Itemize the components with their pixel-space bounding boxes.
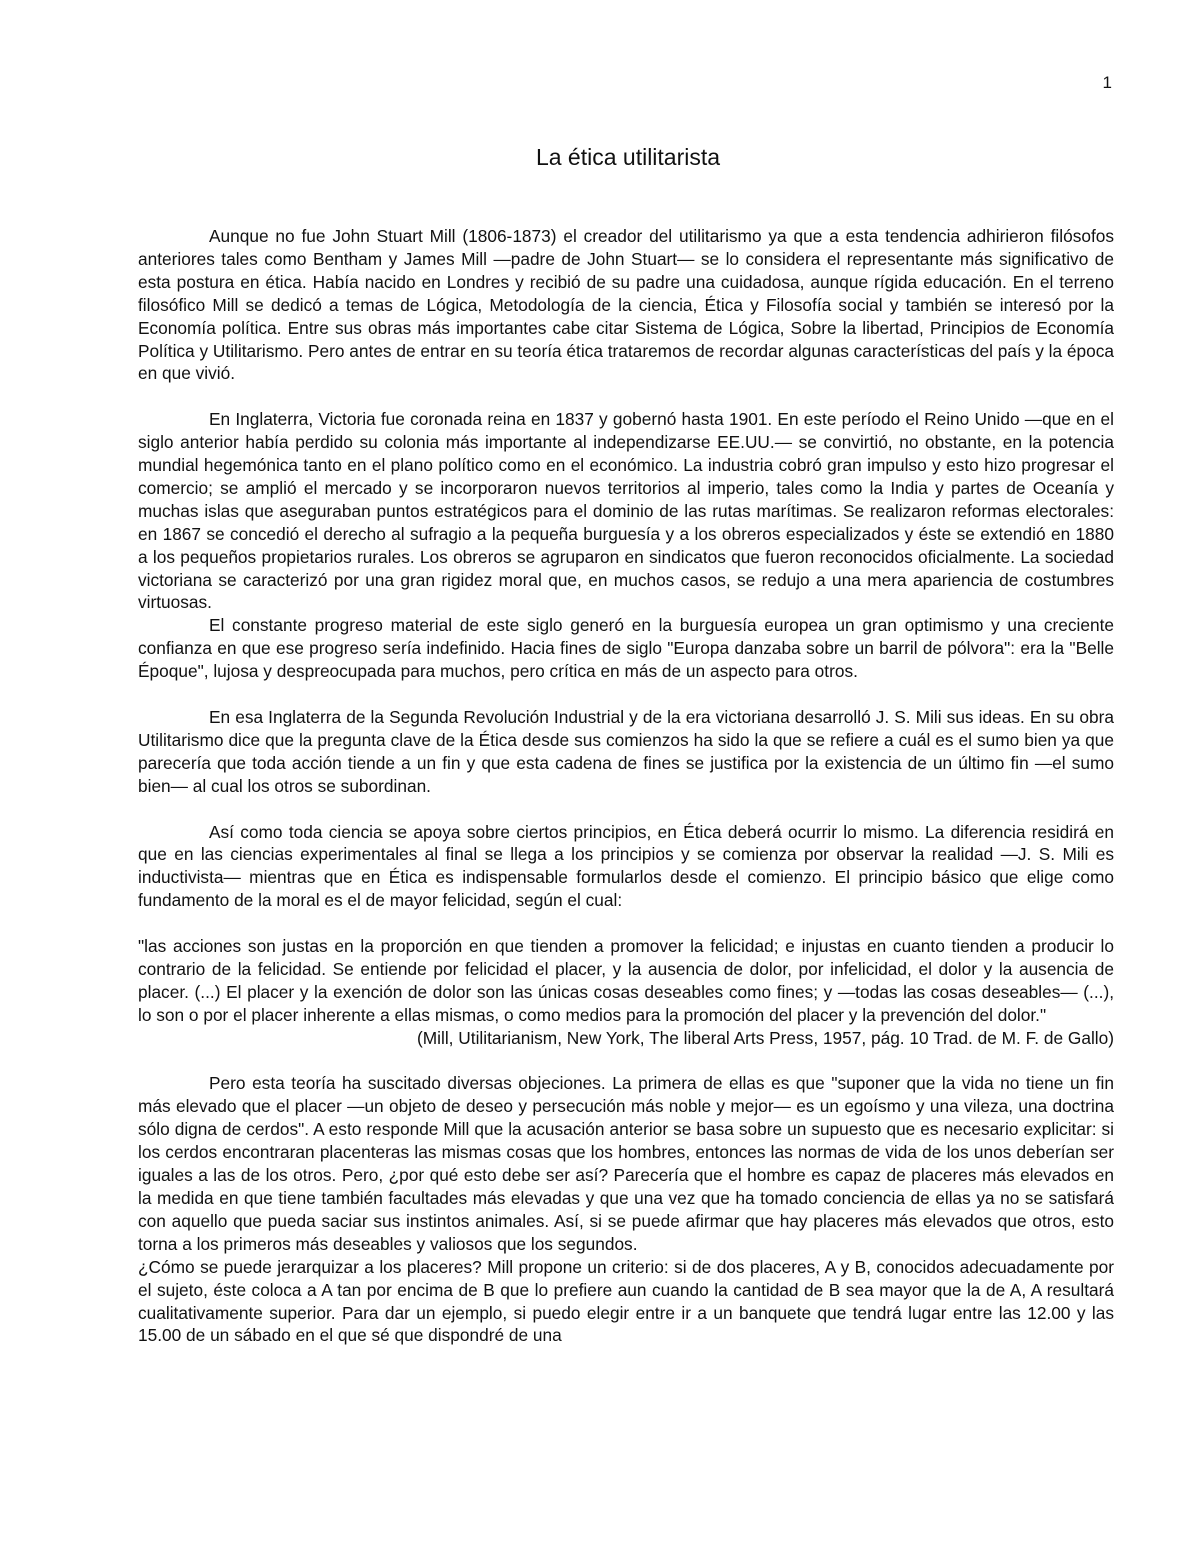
paragraph-victorian-england: En Inglaterra, Victoria fue coronada reina en 1837 y gobernó hasta 1901. En este período el Reino Unido —que en el siglo anterior había perdido su colonia más importante al independizarse EE.UU.— se convirtió, no obstante, en la potencia mundial hegemónica tanto en el plano político como en el económico. La industria cobró gran impulso y esto hizo progresar el comercio; se amplió el mercado y se incorporaron nuevos territorios al imperio, tales como la India y partes de Oceanía y muchas islas que aseguraban puntos estratégicos para el dominio de las rutas marítimas. Se realizaron reformas electorales: en 1867 se concedió el derecho al sufragio a la pequeña burguesía y a los obreros especializados y éste se extendió en 1880 a los pequeños propietarios rurales. Los obreros se agruparon en sindicatos que fueron reconocidos oficialmente. La sociedad victoriana se caracterizó por una gran rigidez moral que, en muchos casos, se redujo a una mera apariencia de costumbres virtuosas. xyxy=(138,409,1114,613)
paragraph-intro: Aunque no fue John Stuart Mill (1806-1873) el creador del utilitarismo ya que a esta tendencia adhirieron filósofos anteriores tales como Bentham y James Mill —padre de John Stuart— se lo considera el representante más significativo de esta postura en ética. Había nacido en Londres y recibió de su padre una cuidadosa, aunque rígida educación. En el terreno filosófico Mill se dedicó a temas de Lógica, Metodología de la ciencia, Ética y Filosofía social y también se interesó por la Economía política. Entre sus obras más importantes cabe citar Sistema de Lógica, Sobre la libertad, Principios de Economía Política y Utilitarismo. Pero antes de entrar en su teoría ética trataremos de recordar algunas características del país y la época en que vivió. xyxy=(138,226,1114,384)
document-body xyxy=(138,225,1114,1347)
paragraph-progress: El constante progreso material de este siglo generó en la burguesía europea un gran optimismo y una creciente confianza en que ese progreso sería indefinido. Hacia fines de siglo "Europa danzaba sobre un barril de pólvora": era la "Belle Époque", lujosa y despreocupada para muchos, pero crítica en más de un aspecto para otros. xyxy=(138,615,1114,682)
quote-block: "las acciones son justas en la proporción en que tienden a promover la felicidad; e injustas en cuanto tienden a producir lo contrario de la felicidad. Se entiende por felicidad el placer, y la ausencia de dolor, por infelicidad, el dolor y la ausencia de placer. (...) El placer y la exención de dolor son las únicas cosas deseables como fines; y —todas las cosas deseables— (...), lo son o por el placer inherente a ellas mismas, o como medios para la promoción del placer y la prevención del dolor." xyxy=(138,936,1114,1025)
quote-citation: (Mill, Utilitarianism, New York, The liberal Arts Press, 1957, pág. 10 Trad. de M. F. de Gallo) xyxy=(417,1027,1114,1048)
paragraph-supreme-good: En esa Inglaterra de la Segunda Revolución Industrial y de la era victoriana desarrolló J. S. Mili sus ideas. En su obra Utilitarismo dice que la pregunta clave de la Ética desde sus comienzos ha sido la que se refiere a cuál es el sumo bien ya que parecería que toda acción tiende a un fin y que esta cadena de fines se justifica por la existencia de un último fin —el sumo bien— al cual los otros se subordinan. xyxy=(138,707,1114,796)
paragraph-hierarchy: ¿Cómo se puede jerarquizar a los placeres? Mill propone un criterio: si de dos placeres, A y B, conocidos adecuadamente por el sujeto, éste coloca a A tan por encima de B que lo prefiere aun cuando la cantidad de B sea mayor que la de A, A resultará cualitativamente superior. Para dar un ejemplo, si puedo elegir entre ir a un banquete que tendrá lugar entre las 12.00 y las 15.00 de un sábado en el que sé que dispondré de una xyxy=(138,1256,1114,1346)
paragraph-principles: Así como toda ciencia se apoya sobre ciertos principios, en Ética deberá ocurrir lo mismo. La diferencia residirá en que en las ciencias experimentales al final se llega a los principios y se comienza por observar la realidad —J. S. Mili es inductivista— mientras que en Ética es indispensable formularlos desde el comienzo. El principio básico que elige como fundamento de la moral es el de mayor felicidad, según el cual: xyxy=(138,821,1114,911)
paragraph-objections: Pero esta teoría ha suscitado diversas objeciones. La primera de ellas es que "suponer que la vida no tiene un fin más elevado que el placer —un objeto de deseo y persecución más noble y mejor— es un egoísmo y una vileza, una doctrina sólo digna de cerdos". A esto responde Mill que la acusación anterior se basa sobre un supuesto que es necesario explicitar: si los cerdos encontraran placenteras las mismas cosas que los hombres, entonces las normas de vida de los unos deberían ser iguales a las de los otros. Pero, ¿por qué esto debe ser así? Parecería que el hombre es capaz de placeres más elevados en la medida en que tiene también facultades más elevadas y que una vez que ha tomado conciencia de ellas ya no se satisfará con aquello que pueda saciar sus instintos animales. Así, si se puede afirmar que hay placeres más elevados que otros, esto torna a los primeros más deseables y valiosos que los segundos. xyxy=(138,1073,1114,1254)
page-number: 1 xyxy=(1102,73,1112,92)
page-title: La ética utilitarista xyxy=(535,144,721,170)
